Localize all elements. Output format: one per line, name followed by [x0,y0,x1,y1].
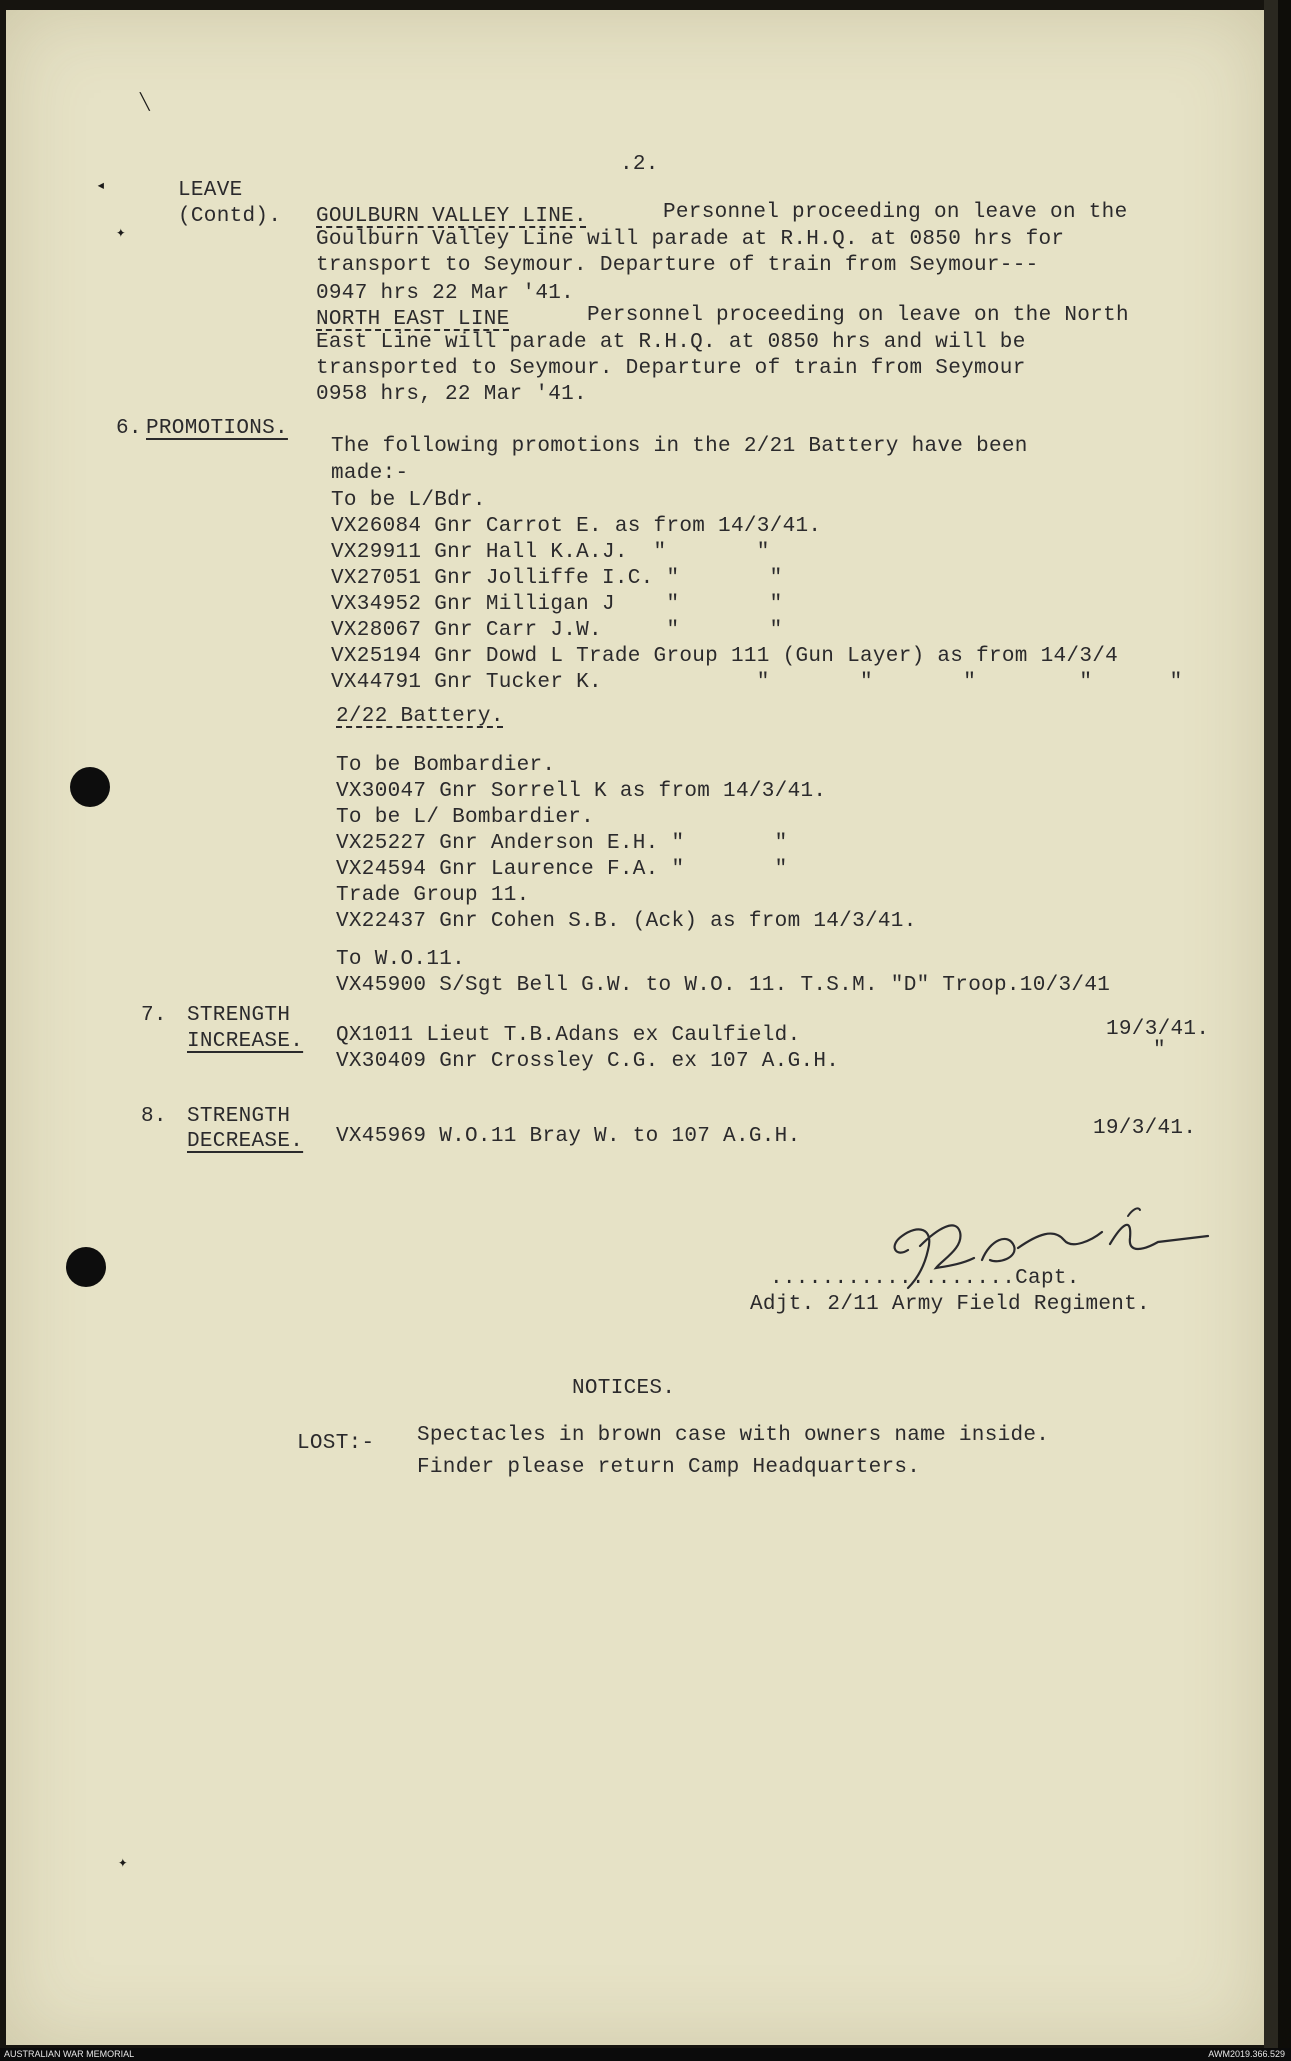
strength-increase-number: 7. [141,1004,167,1027]
strength-increase-date: " [1153,1039,1166,1062]
promotions-subheading: To be Bombardier. [336,754,556,777]
promotions-heading: PROMOTIONS. [146,417,288,440]
promotions-subheading: To be L/ Bombardier. [336,806,595,829]
signature-title: Adjt. 2/11 Army Field Regiment. [750,1293,1150,1316]
promotion-entry: VX24594 Gnr Laurence F.A. " " [336,858,788,881]
goulburn-line: Goulburn Valley Line will parade at R.H.Q. at 0850 hrs for [316,228,1065,251]
signature-capt-line: ...................Capt. [770,1267,1080,1290]
paper-mark: ✦ [116,224,126,242]
promotions-subheading: To W.O.11. [336,948,466,971]
northeast-line: 0958 hrs, 22 Mar '41. [316,383,587,406]
notices-heading: NOTICES. [572,1377,676,1400]
punch-hole-upper [70,767,110,807]
lost-label: LOST:- [297,1432,375,1455]
battery-2-22-heading: 2/22 Battery. [336,705,504,728]
promotion-entry: VX34952 Gnr Milligan J " " [331,593,783,616]
promotion-entry: VX25227 Gnr Anderson E.H. " " [336,832,788,855]
goulburn-line: Personnel proceeding on leave on the [663,201,1128,224]
promotions-intro: The following promotions in the 2/21 Battery have been [331,435,1028,458]
goulburn-line: 0947 hrs 22 Mar '41. [316,282,575,305]
strength-increase-entry: QX1011 Lieut T.B.Adans ex Caulfield. [336,1024,801,1047]
lost-notice-line: Spectacles in brown case with owners name inside. [417,1424,1050,1447]
promotion-entry: VX44791 Gnr Tucker K. " " " " " [331,671,1183,694]
northeast-line: Personnel proceeding on leave on the North [587,304,1129,327]
footer-right-label: AWM2019.366.529 [1208,2049,1285,2059]
promotion-entry: VX26084 Gnr Carrot E. as from 14/3/41. [331,515,822,538]
strength-increase-label: STRENGTH [187,1004,291,1027]
promotion-entry: VX45900 S/Sgt Bell G.W. to W.O. 11. T.S.M. "D" Troop.10/3/41 [336,974,1111,997]
promotion-entry: VX22437 Gnr Cohen S.B. (Ack) as from 14/3/41. [336,910,917,933]
northeast-line: East Line will parade at R.H.Q. at 0850 hrs and will be [316,331,1026,354]
strength-increase-entry: VX30409 Gnr Crossley C.G. ex 107 A.G.H. [336,1050,840,1073]
promotions-subheading: Trade Group 11. [336,884,530,907]
footer-left-label: AUSTRALIAN WAR MEMORIAL [4,2049,135,2059]
promotions-number: 6. [116,417,142,440]
promotions-subheading: To be L/Bdr. [331,489,486,512]
goulburn-heading: GOULBURN VALLEY LINE. [316,205,587,228]
punch-hole-lower [66,1247,106,1287]
goulburn-line: transport to Seymour. Departure of train from Seymour--- [316,254,1039,277]
strength-decrease-number: 8. [141,1105,167,1128]
promotion-entry: VX27051 Gnr Jolliffe I.C. " " [331,567,783,590]
paper-mark: ╲ [140,94,150,112]
strength-increase-date: 19/3/41. [1106,1018,1210,1041]
page-number: .2. [620,153,659,176]
strength-decrease-date: 19/3/41. [1093,1117,1197,1140]
northeast-heading: NORTH EAST LINE [316,308,510,331]
northeast-line: transported to Seymour. Departure of train from Seymour [316,357,1026,380]
paper-mark: ✦ [118,1854,128,1872]
leave-contd-label: (Contd). [178,205,282,228]
promotion-entry: VX25194 Gnr Dowd L Trade Group 111 (Gun Layer) as from 14/3/4 [331,645,1119,668]
page-edge-shadow [1278,0,1291,2048]
promotion-entry: VX28067 Gnr Carr J.W. " " [331,619,783,642]
strength-increase-label: INCREASE. [187,1030,304,1053]
promotion-entry: VX29911 Gnr Hall K.A.J. " " [331,541,770,564]
lost-notice-line: Finder please return Camp Headquarters. [417,1456,921,1479]
strength-decrease-label: STRENGTH [187,1105,291,1128]
promotion-entry: VX30047 Gnr Sorrell K as from 14/3/41. [336,780,827,803]
paper-mark: ◂ [96,177,106,195]
promotions-intro: made:- [331,462,409,485]
archive-footer [0,2048,1291,2061]
strength-decrease-entry: VX45969 W.O.11 Bray W. to 107 A.G.H. [336,1125,801,1148]
leave-label: LEAVE [178,179,243,202]
strength-decrease-label: DECREASE. [187,1130,304,1153]
